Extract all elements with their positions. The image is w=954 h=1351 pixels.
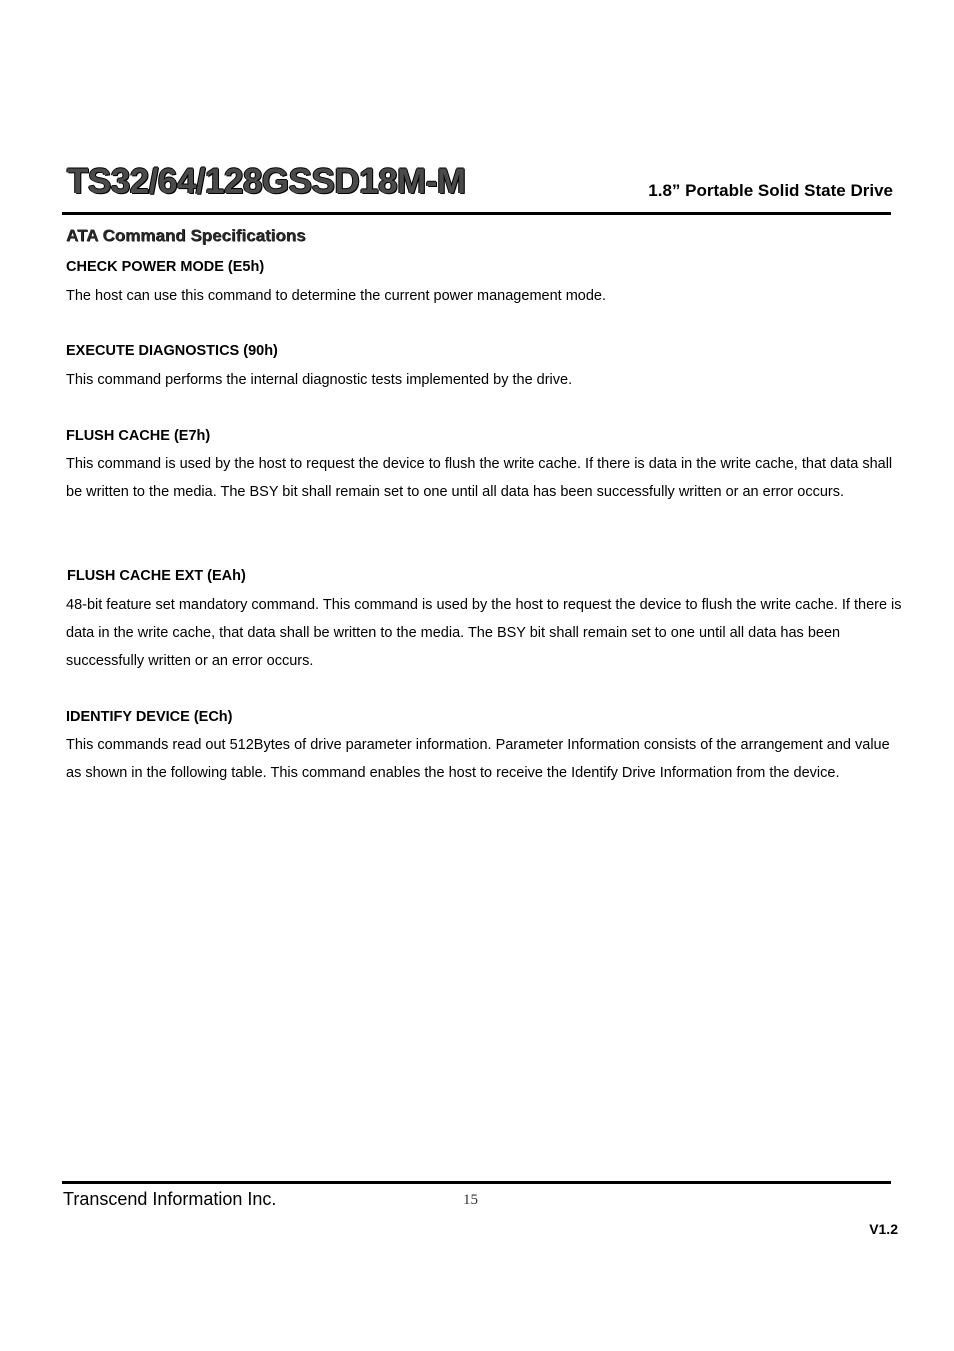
footer-company: Transcend Information Inc. (63, 1189, 277, 1209)
version-label: V1.2 (869, 1221, 898, 1237)
command-heading-flush-cache-ext: FLUSH CACHE EXT (EAh) (67, 568, 246, 584)
product-subtitle: 1.8” Portable Solid State Drive (648, 181, 893, 200)
product-title: TS32/64/128GSSD18M-M (67, 162, 466, 201)
command-body-execute-diagnostics: This command performs the internal diagnostic tests implemented by the drive. (66, 372, 573, 388)
command-heading-execute-diagnostics: EXECUTE DIAGNOSTICS (90h) (66, 343, 278, 359)
page-number: 15 (463, 1192, 478, 1208)
command-heading-flush-cache: FLUSH CACHE (E7h) (66, 428, 211, 444)
command-heading-check-power-mode: CHECK POWER MODE (E5h) (66, 259, 265, 275)
header-rule (62, 212, 891, 215)
command-heading-identify-device: IDENTIFY DEVICE (ECh) (66, 709, 233, 725)
command-body-identify-device: This commands read out 512Bytes of drive parameter information. Parameter Information consists of the arrangement and value as shown in the following table. This command enables the host to receive the Identify Drive Information from the device. (66, 737, 890, 781)
command-body-flush-cache-ext: 48-bit feature set mandatory command. This command is used by the host to request the device to flush the write cache. If there is data in the write cache, that data shall be written to the media. The BSY bit shall remain set to one until all data has been successfully written or an error occurs. (66, 597, 902, 669)
command-body-check-power-mode: The host can use this command to determine the current power management mode. (66, 288, 607, 304)
section-title: ATA Command Specifications (66, 226, 306, 245)
command-body-flush-cache: This command is used by the host to request the device to flush the write cache. If there is data in the write cache, that data shall be written to the media. The BSY bit shall remain set to one until all data has been successfully written or an error occurs. (66, 456, 893, 500)
footer-rule (62, 1181, 891, 1184)
